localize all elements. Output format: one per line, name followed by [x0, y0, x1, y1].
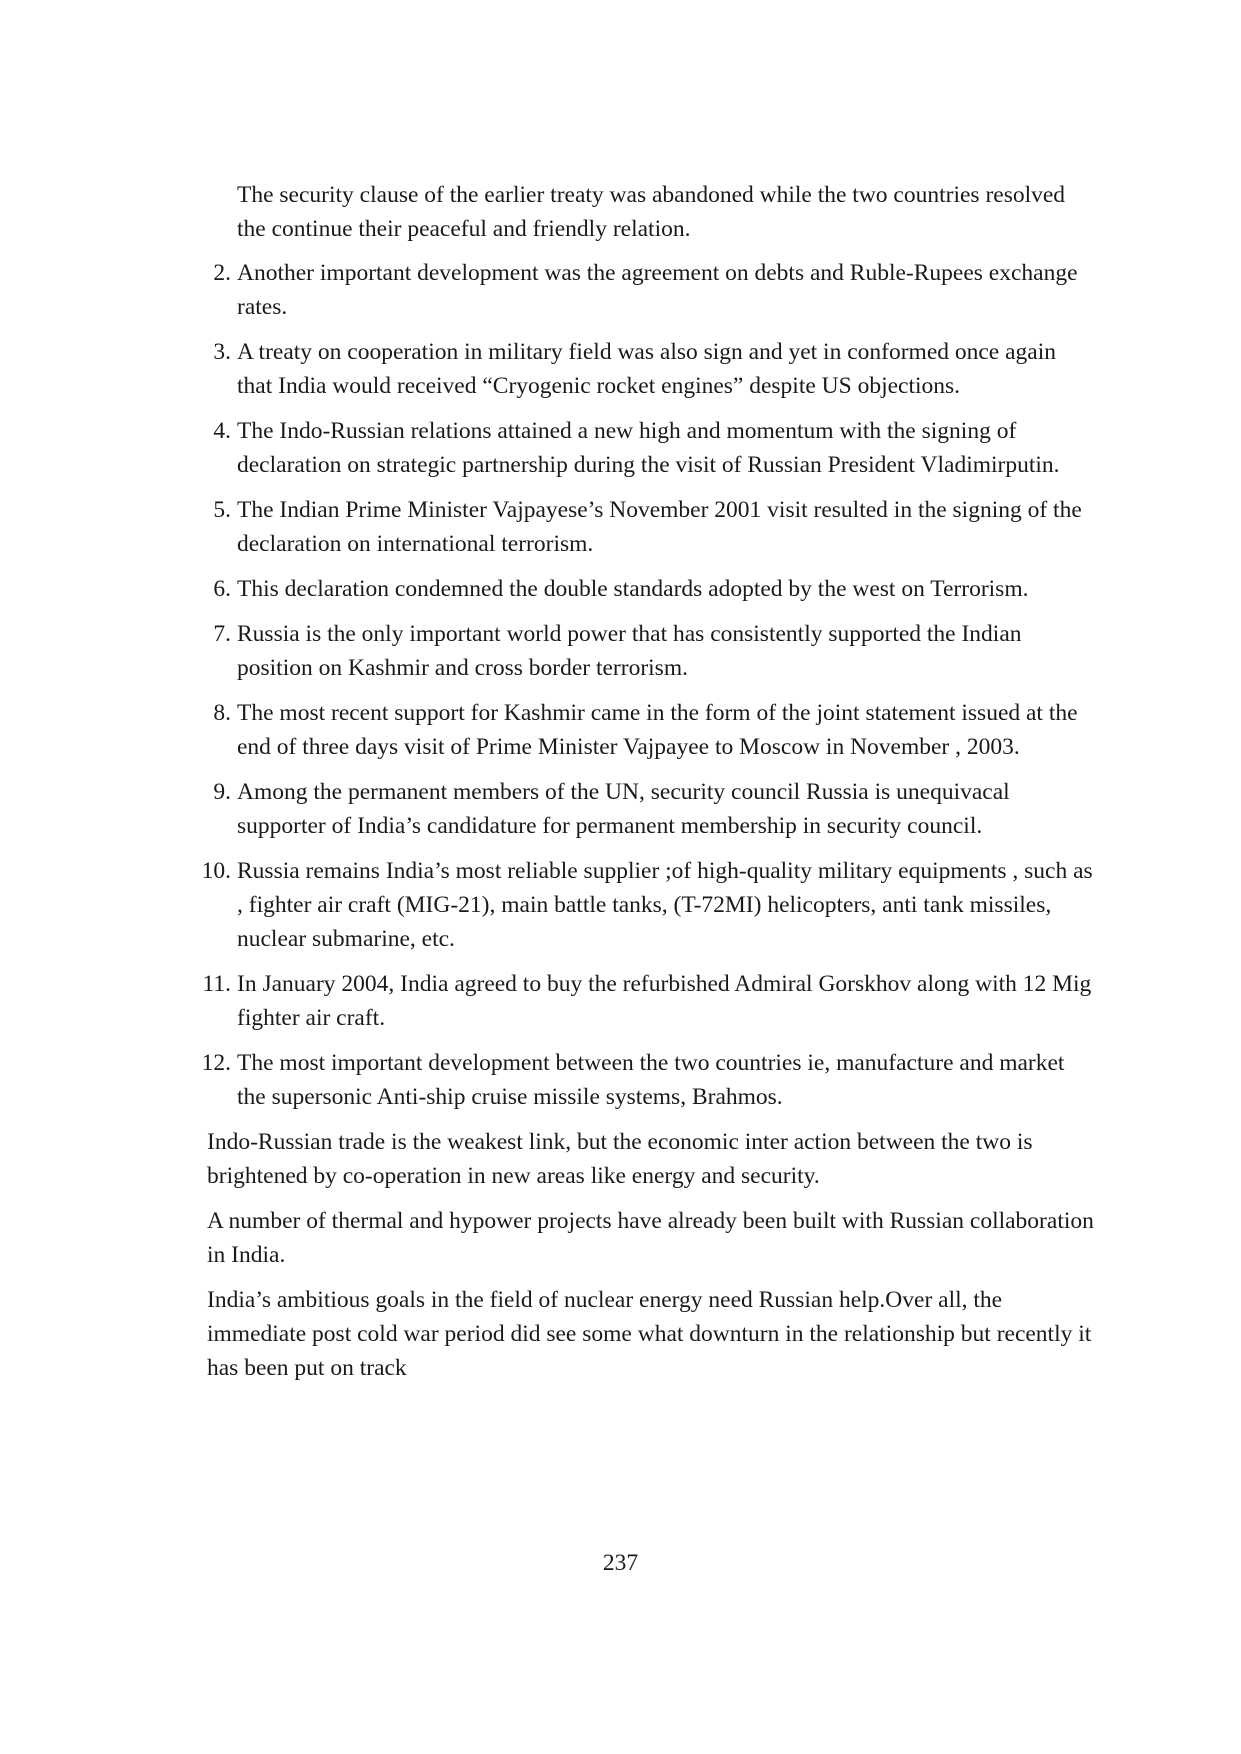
page-number: 237 — [602, 1550, 639, 1576]
list-item — [202, 967, 1095, 1035]
list-item — [207, 775, 1095, 843]
item-text: Among the permanent members of the UN, security council Russia is unequivacal supporter of India’s candidature for permanent membership in security council. — [237, 779, 1010, 839]
item-number: 10. — [201, 858, 231, 884]
list-item — [207, 493, 1095, 561]
body-paragraph: India’s ambitious goals in the field of nuclear energy need Russian help.Over all, the immediate post cold war period did see some what downturn in the relationship but recently it has been put on track — [207, 1287, 1092, 1381]
item-text: Russia remains India’s most reliable supplier ;of high-quality military equipments , such as , fighter air craft (MIG-21), main battle tanks, (T-72MI) helicopters, anti tank missiles, nuclear submarine, etc. — [237, 858, 1093, 952]
item-text: The most recent support for Kashmir came in the form of the joint statement issued at the end of three days visit of Prime Minister Vajpayee to Moscow in November , 2003. — [237, 700, 1078, 760]
item-text: Another important development was the agreement on debts and Ruble-Rupees exchange rates. — [237, 260, 1078, 320]
item-number: 8. — [213, 700, 231, 726]
item-number: 4. — [213, 418, 231, 444]
item-number: 6. — [213, 576, 231, 602]
list-item — [207, 414, 1095, 482]
item-text: The Indo-Russian relations attained a new high and momentum with the signing of declaration on strategic partnership during the visit of Russian President Vladimirputin. — [237, 418, 1060, 478]
item-text: This declaration condemned the double standards adopted by the west on Terrorism. — [237, 576, 1029, 602]
body-paragraph: A number of thermal and hypower projects have already been built with Russian collaboration in India. — [207, 1208, 1094, 1268]
numbered-list — [201, 256, 1095, 1114]
item-number: 5. — [213, 497, 231, 523]
item-text: The most important development between the two countries ie, manufacture and market the supersonic Anti-ship cruise missile systems, Brahmos. — [237, 1050, 1065, 1110]
item-number: 11. — [202, 971, 231, 997]
item-number: 3. — [213, 339, 231, 365]
item-text: A treaty on cooperation in military field was also sign and yet in conformed once again that India would received “Cryogenic rocket engines” despite US objections. — [237, 339, 1057, 399]
list-item — [207, 335, 1095, 403]
list-item — [207, 696, 1095, 764]
list-item — [201, 1046, 1095, 1114]
item-number: 7. — [213, 621, 231, 647]
list-item — [207, 572, 1095, 606]
list-item — [201, 854, 1095, 956]
item-text: In January 2004, India agreed to buy the refurbished Admiral Gorskhov along with 12 Mig fighter air craft. — [237, 971, 1092, 1031]
item-number: 2. — [213, 260, 231, 286]
item-text: The Indian Prime Minister Vajpayese’s November 2001 visit resulted in the signing of the declaration on international terrorism. — [237, 497, 1082, 557]
list-item — [207, 256, 1095, 324]
item-number: 12. — [201, 1050, 231, 1076]
continuation-paragraph: The security clause of the earlier treaty was abandoned while the two countries resolved the continue their peaceful and friendly relation. — [237, 182, 1066, 242]
item-text: Russia is the only important world power that has consistently supported the Indian position on Kashmir and cross border terrorism. — [237, 621, 1022, 681]
list-item — [207, 617, 1095, 685]
item-number: 9. — [213, 779, 231, 805]
page-content — [201, 178, 1095, 1396]
body-paragraph: Indo-Russian trade is the weakest link, but the economic inter action between the two is brightened by co-operation in new areas like energy and security. — [207, 1129, 1033, 1189]
